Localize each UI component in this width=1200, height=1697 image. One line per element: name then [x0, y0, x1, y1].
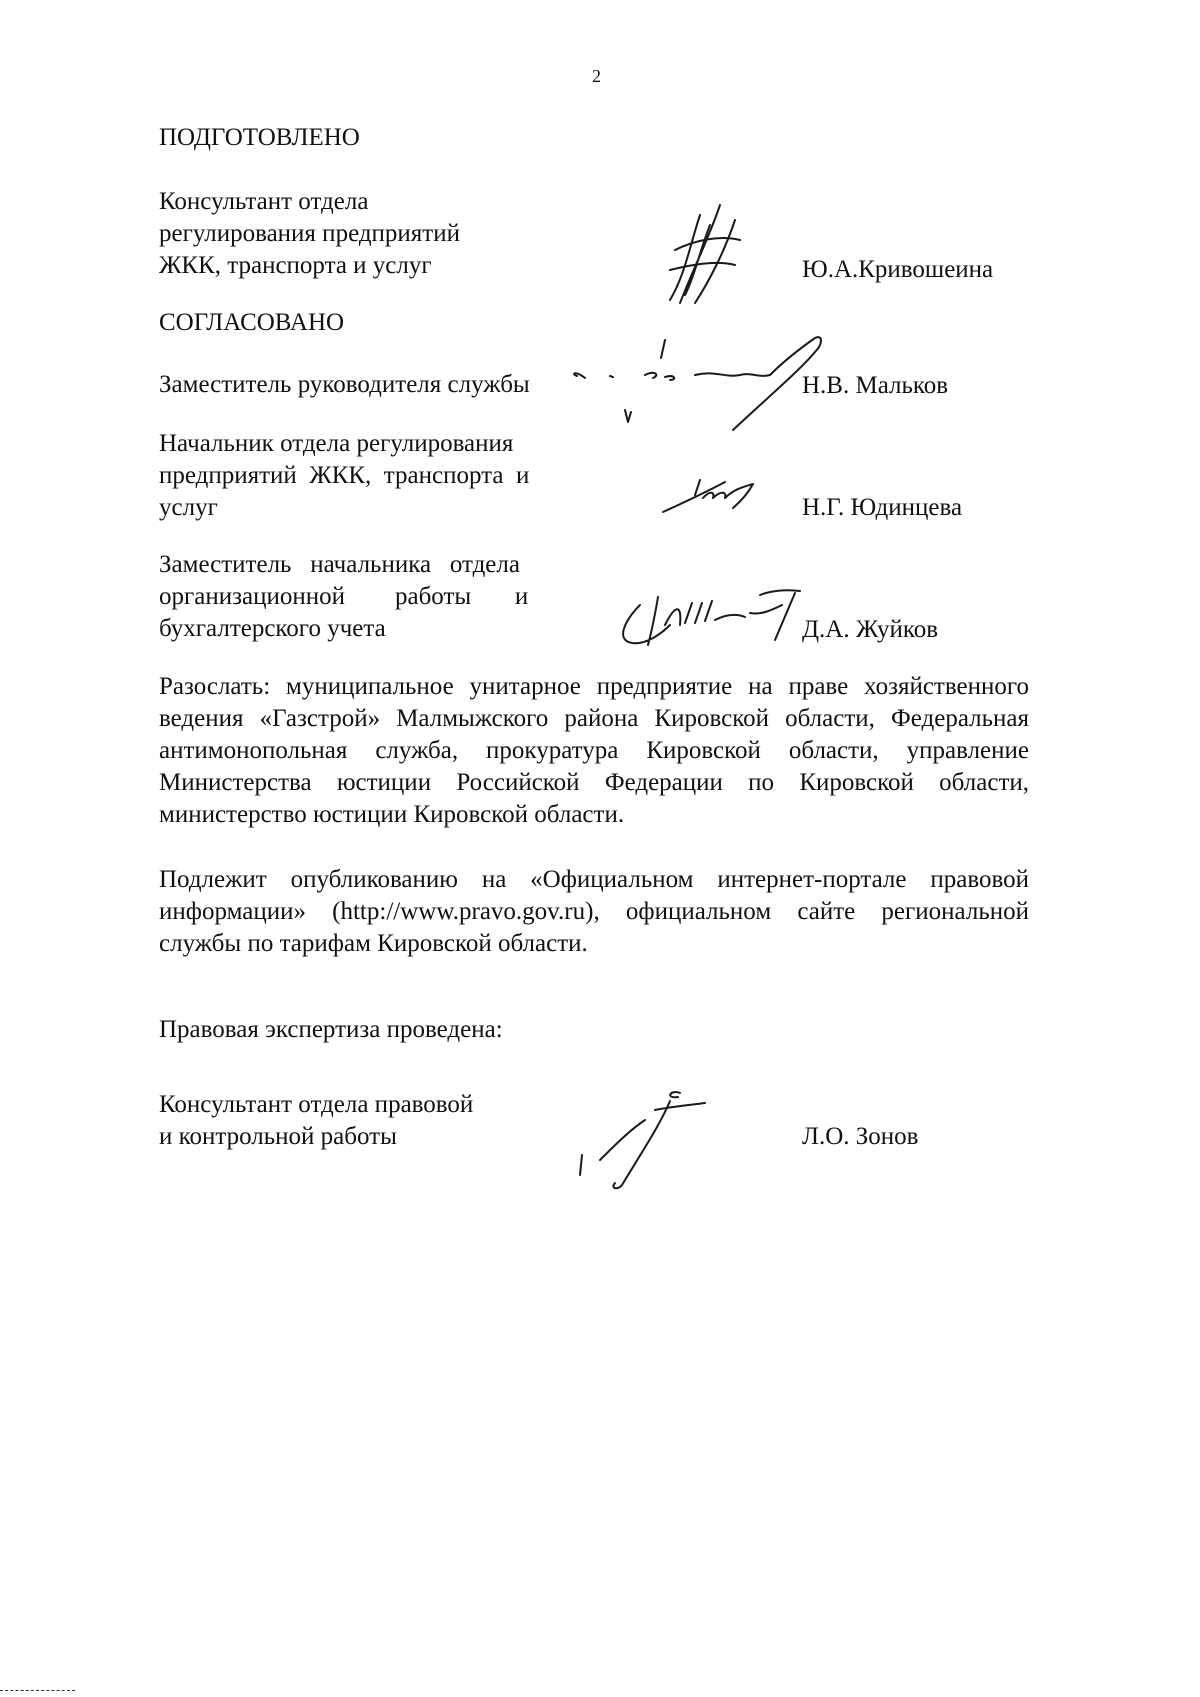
- signature-zhuykov: [610, 585, 810, 655]
- page-edge-mark: [0, 1690, 75, 1692]
- paragraph-line: ведения «Газстрой» Малмыжского района Кировской области, Федеральная: [159, 705, 1029, 732]
- page-number: 2: [592, 66, 601, 86]
- prepared-name: Ю.А.Кривошеина: [802, 256, 994, 283]
- position-line: услуг: [159, 494, 218, 521]
- signature-malkov: [565, 330, 830, 440]
- signature-yudintseva: [655, 470, 765, 520]
- signer-3-name: Д.А. Жуйков: [802, 616, 939, 643]
- position-line: Заместитель начальника отдела: [159, 551, 520, 578]
- agreed-heading: СОГЛАСОВАНО: [159, 309, 345, 336]
- prepared-position: [159, 186, 629, 282]
- position-line: ЖКК, транспорта и услуг: [159, 252, 432, 279]
- position-line: Консультант отдела: [159, 188, 369, 215]
- paragraph-line: Министерства юстиции Российской Федерации по Кировской области,: [159, 769, 1029, 796]
- signer-2-name: Н.Г. Юдинцева: [802, 494, 963, 521]
- legal-review-position: [159, 1089, 629, 1153]
- paragraph-line: Разослать: муниципальное унитарное предприятие на праве хозяйственного: [159, 673, 1029, 700]
- position-line: и контрольной работы: [159, 1123, 397, 1150]
- publication-paragraph: [159, 864, 1029, 960]
- signature-zonov: [570, 1085, 720, 1195]
- position-line: предприятий ЖКК, транспорта и: [159, 462, 530, 489]
- position-line: Консультант отдела правовой: [159, 1091, 474, 1118]
- paragraph-line: Подлежит опубликованию на «Официальном интернет-портале правовой: [159, 866, 1029, 893]
- legal-review-name: Л.О. Зонов: [802, 1123, 919, 1150]
- paragraph-line: министерство юстиции Кировской области.: [159, 801, 625, 828]
- signer-1-name: Н.В. Мальков: [802, 372, 949, 399]
- paragraph-line: службы по тарифам Кировской области.: [159, 930, 588, 957]
- position-line: Начальник отдела регулирования: [159, 430, 514, 457]
- signer-1-position: Заместитель руководителя службы: [159, 371, 530, 398]
- signer-2-position: [159, 428, 589, 524]
- legal-review-heading: Правовая экспертиза проведена:: [159, 1016, 503, 1043]
- position-line: регулирования предприятий: [159, 220, 460, 247]
- paragraph-line: информации» (http://www.pravo.gov.ru), официальном сайте региональной: [159, 898, 1029, 925]
- signature-kryvosheina: [640, 195, 760, 310]
- distribution-paragraph: [159, 671, 1029, 831]
- paragraph-line: антимонопольная служба, прокуратура Кировской области, управление: [159, 737, 1029, 764]
- prepared-heading: ПОДГОТОВЛЕНО: [159, 124, 360, 151]
- signer-3-position: [159, 549, 589, 645]
- position-line: организационной работы и: [159, 583, 529, 610]
- position-line: бухгалтерского учета: [159, 615, 386, 642]
